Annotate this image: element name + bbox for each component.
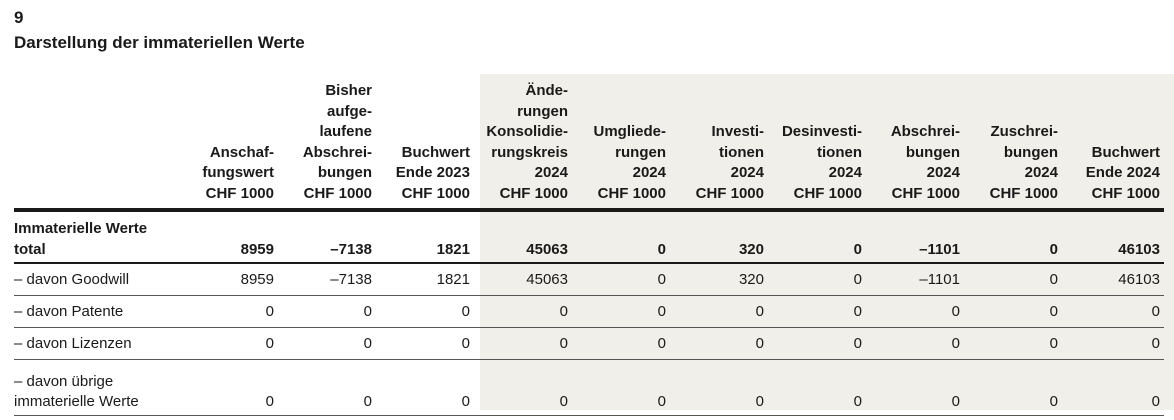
row-label: – davon Goodwill [14,270,130,288]
cell-value: 0 [951,393,960,410]
cell-value: 0 [363,393,372,410]
header-cell-anschaffungswert: Anschaf- fungswert CHF 1000 [202,143,274,202]
table-row-lizenzen [14,328,1164,360]
cell-value: 0 [1049,270,1058,288]
note-number: 9 [14,8,24,27]
header-cell-zuschreibungen: Zuschrei- bungen 2024 CHF 1000 [989,123,1058,202]
cell-value: 0 [1151,334,1160,352]
cell-value: 320 [738,270,764,288]
cell-value: 0 [265,393,274,410]
cell-value: 0 [265,334,274,352]
cell-value: 0 [853,302,862,320]
cell-value: 0 [1049,334,1058,352]
cell-value: 46103 [1118,241,1160,258]
cell-value: 46103 [1118,270,1160,288]
table-row-patente [14,296,1164,328]
cell-value: 0 [853,334,862,352]
cell-value: 0 [755,334,764,352]
cell-value: 0 [363,334,372,352]
header-cell-investitionen: Investi- tionen 2024 CHF 1000 [695,123,764,202]
cell-value: –7138 [330,270,372,288]
header-cell-desinvestitionen: Desinvesti- tionen 2024 CHF 1000 [781,123,862,202]
cell-value: 0 [657,302,666,320]
cell-value: 8959 [240,241,274,258]
header-cell-buchwert-2023: Buchwert Ende 2023 CHF 1000 [395,143,470,202]
cell-value: 0 [559,302,568,320]
cell-value: 0 [853,270,862,288]
cell-value: 0 [1151,302,1160,320]
row-label: – davon Patente [14,302,124,320]
row-label: Immaterielle Werte total [14,220,148,258]
cell-value: 0 [1049,302,1058,320]
cell-value: 0 [559,393,568,410]
row-label: – davon Lizenzen [14,334,132,352]
cell-value: 0 [657,334,666,352]
cell-value: –1101 [919,270,960,288]
cell-value: 0 [363,302,372,320]
cell-value: 45063 [526,270,568,288]
cell-value: 0 [559,334,568,352]
intangible-assets-table [14,74,1164,416]
cell-value: 1821 [436,241,470,258]
cell-value: 0 [1049,393,1058,410]
header-cell-abschreibungen: Abschrei- bungen 2024 CHF 1000 [890,123,960,202]
row-label: – davon übrige immaterielle Werte [14,373,139,410]
table-row-goodwill [14,263,1164,296]
header-cell-konsolidierungskreis: Ände- rungen Konsolidie- rungskreis 2024 CHF 1000 [486,82,568,202]
cell-value: 0 [461,334,470,352]
cell-value: 8959 [240,270,274,288]
cell-value: 0 [265,302,274,320]
cell-value: 320 [738,241,764,258]
cell-value: 0 [657,270,666,288]
table-row-total [14,210,1164,263]
cell-value: 0 [951,302,960,320]
header-cell-bisher-abschreibungen: Bisher aufge- laufene Abschrei- bungen CHF 1000 [302,82,372,202]
cell-value: 0 [461,302,470,320]
cell-value: 0 [755,393,764,410]
cell-value: –1101 [919,241,960,258]
header-cell-umgliederungen: Umgliede- rungen 2024 CHF 1000 [593,123,666,202]
header-row [14,74,1164,210]
cell-value: 0 [461,393,470,410]
cell-value: 0 [951,334,960,352]
cell-value: 0 [853,393,862,410]
cell-value: 0 [1049,241,1058,258]
cell-value: 0 [755,302,764,320]
header-cell-buchwert-2024: Buchwert Ende 2024 CHF 1000 [1085,143,1160,202]
table-row-uebrige [14,360,1164,416]
cell-value: 45063 [526,241,568,258]
cell-value: 1821 [436,270,470,288]
cell-value: 0 [1151,393,1160,410]
cell-value: 0 [657,393,666,410]
header-cell-label [14,74,180,210]
table-title: Darstellung der immateriellen Werte [14,33,305,52]
cell-value: 0 [657,241,666,258]
cell-value: –7138 [330,241,372,258]
cell-value: 0 [853,241,862,258]
